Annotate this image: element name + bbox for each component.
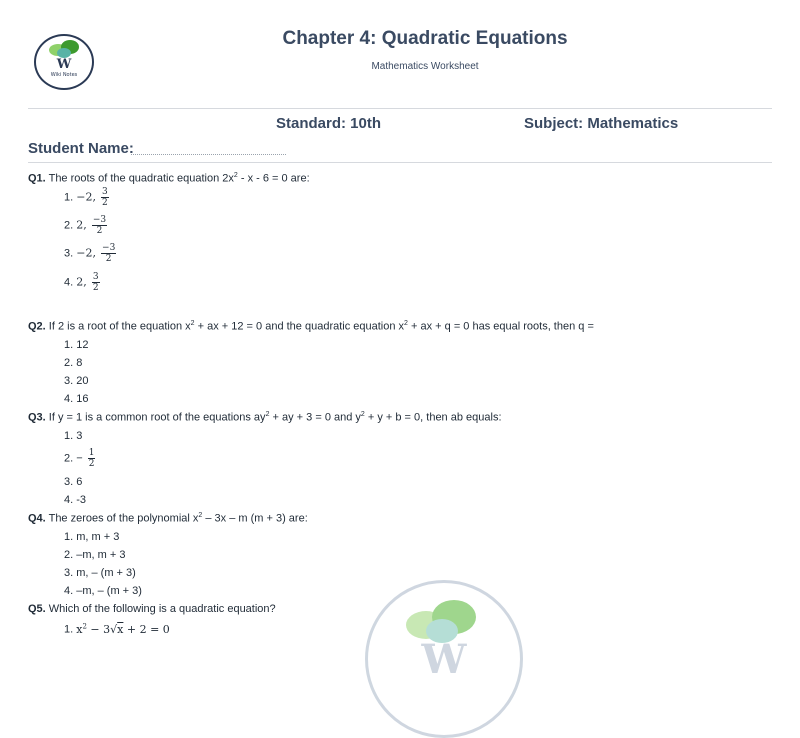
question-number: Q4. [28, 512, 46, 525]
q4-option-1[interactable]: 1. m, m + 3 [64, 531, 120, 543]
q3-option-3[interactable]: 3. 6 [64, 476, 83, 488]
student-name-label: Student Name: [28, 140, 134, 157]
divider-student [28, 162, 772, 163]
logo-caption: Wiki Notes [50, 72, 78, 78]
question-4: Q4. The zeroes of the polynomial $x^2 - 3x$ – m (m + 3) are: [28, 512, 308, 525]
q1-option-1[interactable]: 1. −2, $\frac{3}{2}$ [64, 187, 108, 208]
q2-option-1[interactable]: 1. 12 [64, 339, 89, 351]
student-name-field[interactable] [131, 154, 286, 155]
subject-label: Subject: Mathematics [524, 115, 679, 132]
divider-top [28, 108, 772, 109]
q2-option-2[interactable]: 2. 8 [64, 357, 83, 369]
question-3: Q3. If y = 1 is a common root of the equations $ay^2$ + ay + 3 = 0 and $y^2 + y + b = 0$, then ab equals: [28, 411, 502, 424]
q3-option-4[interactable]: 4. -3 [64, 494, 87, 506]
q2-option-3[interactable]: 3. 20 [64, 375, 89, 387]
question-2: Q2. If 2 is a root of the equation $x^2$ + ax + 12 = 0 and the quadratic equation $x^2$ + ax + q = 0 has equal roots, then q = [28, 320, 594, 333]
standard-label: Standard: 10th [276, 115, 382, 132]
q4-option-3[interactable]: 3. m, – (m + 3) [64, 567, 136, 579]
watermark-logo [365, 580, 523, 738]
logo [34, 34, 94, 90]
question-5: Q5. Which of the following is a quadratic equation? [28, 603, 276, 615]
q1-option-3[interactable]: 3. −2, $\frac{-3}{2}$ [64, 243, 116, 264]
q3-option-1[interactable]: 1. 3 [64, 430, 83, 442]
logo-tree-icon [36, 36, 92, 88]
q1-option-4[interactable]: 4. 2, $\frac{3}{2}$ [64, 272, 99, 293]
question-number: Q3. [28, 411, 46, 424]
question-1: Q1. The roots of the quadratic equation $2x^2 - x - 6 = 0$ are: [28, 172, 310, 185]
question-number: Q2. [28, 320, 46, 333]
svg-text:W: W [421, 636, 467, 683]
question-number: Q1. [28, 172, 46, 185]
logo-letter: W [56, 57, 72, 72]
q4-option-4[interactable]: 4. –m, – (m + 3) [64, 585, 142, 597]
q3-option-2[interactable]: 2. − $\frac{1}{2}$ [64, 448, 95, 469]
q5-option-1[interactable]: 1. $x^2 - 3√x + 2 = 0$ [64, 622, 170, 636]
page-subtitle: Mathematics Worksheet [371, 61, 479, 72]
watermark-tree-icon [368, 583, 520, 735]
q4-option-2[interactable]: 2. –m, m + 3 [64, 549, 126, 561]
page-title: Chapter 4: Quadratic Equations [282, 28, 568, 49]
q2-option-4[interactable]: 4. 16 [64, 393, 89, 405]
question-number: Q5. [28, 603, 46, 615]
q1-option-2[interactable]: 2. 2, $\frac{-3}{2}$ [64, 215, 107, 236]
